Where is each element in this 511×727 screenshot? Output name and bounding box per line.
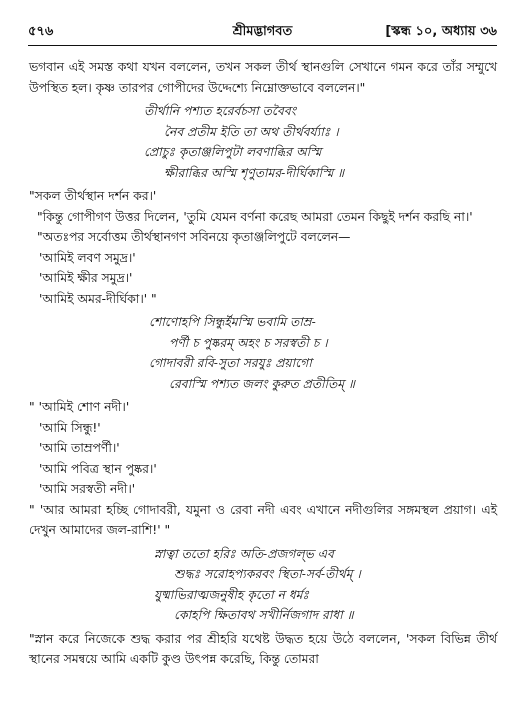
sanskrit-verse (29, 101, 497, 183)
page-number: ৫৭৬ (28, 24, 54, 39)
quote-line: 'আমি সরস্বতী নদী।' (39, 482, 136, 496)
paragraph: " 'আর আমরা হচ্ছি গোদাবরী, যমুনা ও রেবা নদী এবং এখানে নদীগুলির সঙ্গমস্থল প্রয়াগ। এই দেখুন আমাদের জল-রাশি!' " (29, 502, 497, 537)
quote-line: 'আমি তাম্রপর্ণী।' (39, 441, 120, 455)
quote-line: 'আমিই লবণ সমুদ্র।' (39, 250, 136, 265)
sanskrit-verse (29, 544, 497, 626)
book-title: শ্রীমদ্ভাগবত (232, 24, 293, 39)
quote-line: 'আমিই অমর-দীর্ঘিকা।' " (39, 291, 157, 306)
header-rule (28, 45, 497, 46)
verse-line: ক্ষীরাব্ধির অস্মি শৃণুতামর-দীর্ঘিকাস্মি ॥ (164, 165, 345, 180)
sanskrit-verse (29, 312, 497, 394)
quote-line: 'আমিই ক্ষীর সমুদ্র।' (39, 271, 133, 285)
verse-line: যুষ্মাভিরাত্মজনুষীহ কৃতো ন ধর্মঃ (154, 587, 309, 602)
verse-line: নৈব প্রতীম ইতি তা অথ তীর্থবর্য্যাঃ । (164, 124, 339, 139)
verse-line: শুদ্ধঃ সরোহপ্যকরবং স্থিতা-সর্ব-তীর্থম্ । (174, 567, 361, 581)
quote-line: 'আমি পবিত্র স্থান পুষ্কর।' (39, 461, 157, 476)
verse-line: গোদাবরী রবি-সুতা সরযুঃ প্রয়াগো (149, 356, 312, 370)
running-header (28, 22, 497, 44)
verse-line: তীর্থানি পশ্যত হরের্বচসা তবৈবং (144, 104, 296, 118)
verse-line: স্নাত্বা ততো হরিঃ অতি-প্রজগল্ভ এব (154, 546, 334, 561)
verse-line: প্রোচুঃ কৃতাঞ্জলিপুটা লবণাব্ধির অস্মি (144, 145, 322, 159)
verse-line: রেবাস্মি পশ্যত জলং কুরুত প্রতীতিম্ ॥ (169, 376, 355, 391)
paragraph: "স্নান করে নিজেকে শুদ্ধ করার পর শ্রীহরি যথেষ্ট উদ্ধত হয়ে উঠে বললেন, 'সকল বিভিন্ন তীর্থ স্থানের সমন্বয়ে আমি একটি কুণ্ড উৎপন্ন করেছি, কিন্তু তোমরা (29, 631, 497, 666)
paragraph: "কিন্তু গোপীগণ উত্তর দিলেন, 'তুমি যেমন বর্ণনা করেছ আমরা তেমন কিছুই দর্শন করছি না।' (37, 209, 473, 224)
quote-line: 'আমি সিন্ধু!' (39, 420, 101, 435)
verse-line: শোণোহপি সিন্ধুর্ইমস্মি ভবামি তাম্র- (149, 315, 316, 329)
verse-line: কোহপি ক্ষিতাবথ সখীর্নিজগাদ রাধা ॥ (174, 608, 354, 622)
paragraph: "সকল তীর্থস্থান দর্শন কর।' (29, 189, 157, 203)
paragraph-line: "অতঃপর সর্বোত্তম তীর্থস্থানগণ সবিনয়ে কৃতাঞ্জলিপুটে বললেন— (37, 230, 351, 244)
section-label: [স্কন্ধ ১০, অধ্যায় ৩৬ (385, 24, 497, 39)
verse-line: পর্ণী চ পুষ্করম্ অহং চ সরস্বতী চ । (169, 335, 328, 350)
page-body (29, 57, 497, 670)
paragraph: ভগবান এই সমস্ত কথা যখন বললেন, তখন সকল তীর্থ স্থানগুলি সেখানে গমন করে তাঁর সম্মুখে উপস্থিত হল। কৃষ্ণ তারপর গোপীদের উদ্দেশ্যে নিম্নোক্তভাবে বললেন।" (29, 60, 497, 95)
quote-line: " 'আমিই শোণ নদী।' (29, 400, 130, 414)
